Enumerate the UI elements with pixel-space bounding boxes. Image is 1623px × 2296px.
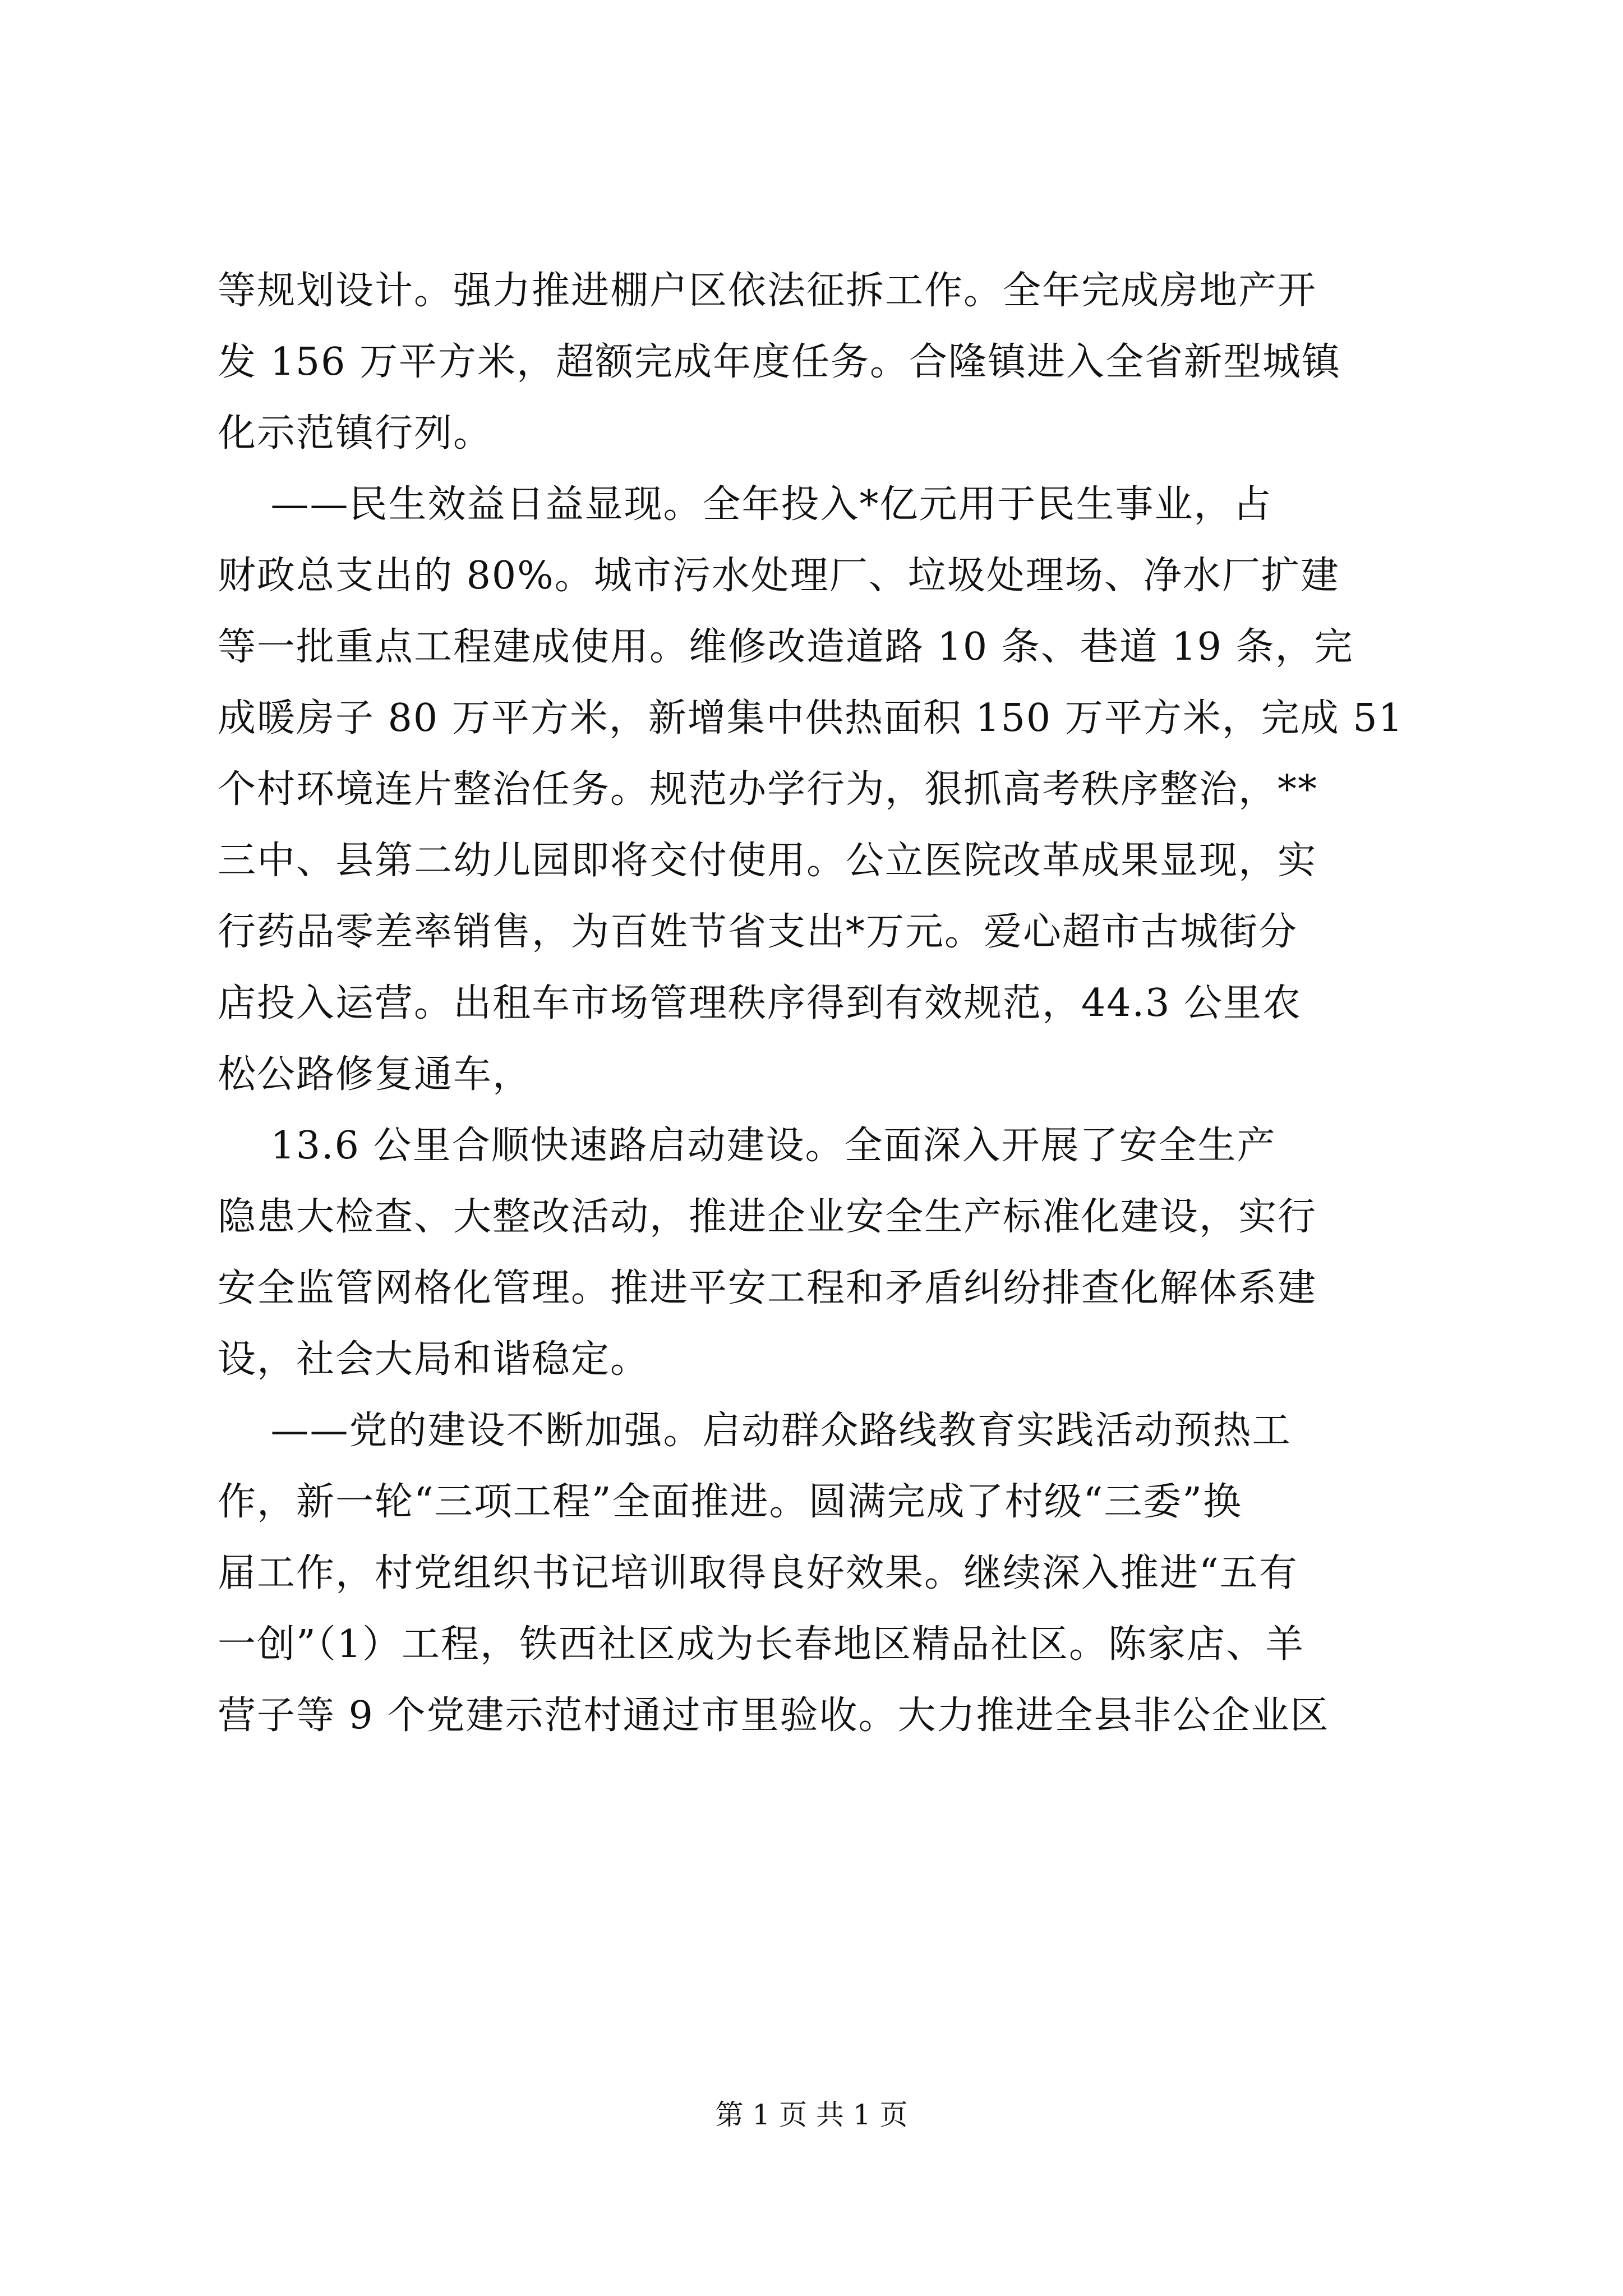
text-line: 隐患大检查、大整改活动，推进企业安全生产标准化建设，实行: [218, 1195, 1317, 1239]
text-line: 化示范镇行列。: [218, 411, 493, 455]
text-line: 个村环境连片整治任务。规范办学行为，狠抓高考秩序整治，**: [218, 767, 1318, 812]
text-line: ——党的建设不断加强。启动群众路线教育实践活动预热工: [218, 1409, 1292, 1453]
text-line: 松公路修复通车，: [218, 1052, 532, 1097]
document-body: [218, 255, 1429, 1751]
text-line: 营子等 9 个党建示范村通过市里验收。大力推进全县非公企业区: [218, 1694, 1330, 1738]
text-line: 安全监管网格化管理。推进平安工程和矛盾纠纷排查化解体系建: [218, 1266, 1317, 1310]
text-line: 设，社会大局和谐稳定。: [218, 1337, 650, 1382]
text-line: 13.6 公里合顺快速路启动建设。全面深入开展了安全生产: [218, 1124, 1276, 1168]
text-line: 成暖房子 80 万平方米，新增集中供热面积 150 万平方米，完成 51: [218, 696, 1404, 740]
text-line: ——民生效益日益显现。全年投入*亿元用于民生事业，占: [218, 482, 1272, 527]
text-line: 财政总支出的 80%。城市污水处理厂、垃圾处理场、净水厂扩建: [218, 554, 1340, 598]
text-line: 一创”（1）工程，铁西社区成为长春地区精品社区。陈家店、羊: [218, 1622, 1305, 1667]
text-line: 届工作，村党组织书记培训取得良好效果。继续深入推进“五有: [218, 1551, 1298, 1595]
text-line: 店投入运营。出租车市场管理秩序得到有效规范，44.3 公里农: [218, 981, 1302, 1025]
text-line: 行药品零差率销售，为百姓节省支出*万元。爱心超市古城街分: [218, 910, 1298, 954]
text-line: 发 156 万平方米，超额完成年度任务。合隆镇进入全省新型城镇: [218, 340, 1341, 384]
page-number-label: 第 1 页 共 1 页: [715, 2099, 908, 2131]
text-line: 作，新一轮“三项工程”全面推进。圆满完成了村级“三委”换: [218, 1480, 1243, 1524]
text-line: 三中、县第二幼儿园即将交付使用。公立医院改革成果显现，实: [218, 839, 1317, 883]
page-footer: [0, 2092, 1623, 2133]
text-line: 等一批重点工程建成使用。维修改造道路 10 条、巷道 19 条，完: [218, 625, 1354, 669]
text-line: 等规划设计。强力推进棚户区依法征拆工作。全年完成房地产开: [218, 269, 1317, 313]
